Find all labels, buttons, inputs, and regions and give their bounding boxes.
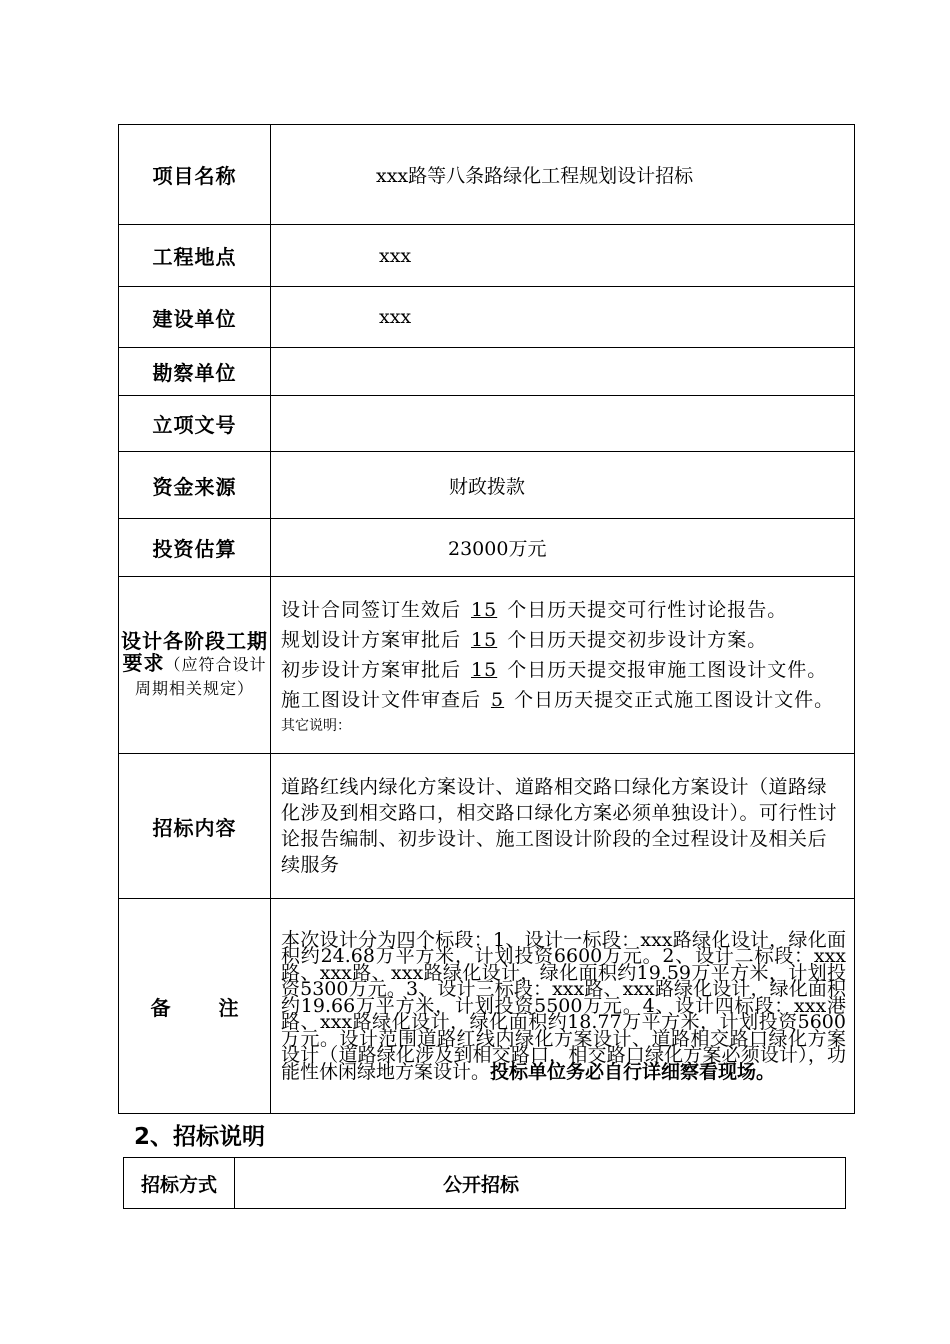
table-row [119, 577, 855, 754]
project-info-table [118, 124, 855, 1114]
design-period-label-cell [119, 577, 271, 754]
period-line-2: 规划设计方案审批后 15 个日历天提交初步设计方案。 [281, 629, 768, 651]
project-name-value: xxx路等八条路绿化工程规划设计招标 [271, 125, 855, 225]
remark-bold-text: 投标单位务必自行详细察看现场。 [490, 1060, 776, 1083]
investment-estimate-value: 23000万元 [271, 519, 855, 577]
survey-unit-label: 勘察单位 [119, 348, 271, 396]
remark-text: 本次设计分为四个标段：1、设计一标段：xxx路绿化设计，绿化面积约24.68万平方米，计划投资6600万元。2、设计二标段：xxx路、xxx路、xxx路绿化设计，绿化面积约19.59万平方米，计划投资5300万元。3、设计三标段：xxx路、xxx路绿化设计，绿化面积约19.66万平方米，计划投资5500万元。4、设计四标段：xxx港路、xxx路绿化设计，绿化面积约18.77万平方米，计划投资5600万元。设计范围道路红线内绿化方案设计、道路相交路口绿化方案设计（道路绿化涉及到相交路口，相交路口绿化方案必须设计），功能性休闲绿地方案设计。 [281, 928, 846, 1083]
table-row [119, 287, 855, 348]
survey-unit-value [271, 348, 855, 396]
fund-source-value: 财政拨款 [271, 452, 855, 519]
construction-unit-label: 建设单位 [119, 287, 271, 348]
remark-value [271, 899, 855, 1114]
project-site-label: 工程地点 [119, 225, 271, 287]
table-row [119, 899, 855, 1114]
investment-estimate-label: 投资估算 [119, 519, 271, 577]
table-row [124, 1158, 846, 1209]
project-site-value: xxx [271, 225, 855, 287]
table-row [119, 519, 855, 577]
period-other-note: 其它说明： [281, 718, 351, 734]
fund-source-label: 资金来源 [119, 452, 271, 519]
project-name-label: 项目名称 [119, 125, 271, 225]
tender-method-label: 招标方式 [124, 1158, 235, 1209]
tender-content-label: 招标内容 [119, 754, 271, 899]
approval-number-label: 立项文号 [119, 396, 271, 452]
period-line-4: 施工图设计文件审查后 5 个日历天提交正式施工图设计文件。 [281, 689, 835, 711]
design-period-value [271, 577, 855, 754]
table-row [119, 348, 855, 396]
approval-number-value [271, 396, 855, 452]
period-line-3: 初步设计方案审批后 15 个日历天提交报审施工图设计文件。 [281, 659, 828, 681]
tender-content-value: 道路红线内绿化方案设计、道路相交路口绿化方案设计（道路绿化涉及到相交路口，相交路口绿化方案必须单独设计）。可行性讨论报告编制、初步设计、施工图设计阶段的全过程设计及相关后续服务 [271, 754, 855, 899]
construction-unit-value: xxx [271, 287, 855, 348]
table-row [119, 754, 855, 899]
period-line-1: 设计合同签订生效后 15 个日历天提交可行性讨论报告。 [281, 599, 788, 621]
table-row [119, 125, 855, 225]
table-row [119, 225, 855, 287]
design-period-label-note: （应符合设计周期相关规定） [134, 655, 267, 698]
tender-method-value: 公开招标 [235, 1158, 846, 1209]
tender-method-table [123, 1157, 846, 1209]
design-period-label: 设计各阶段工期要求 [121, 629, 268, 675]
table-row [119, 396, 855, 452]
table-row [119, 452, 855, 519]
remark-label: 备 注 [119, 899, 271, 1114]
section-title: 2、招标说明 [134, 1124, 266, 1150]
